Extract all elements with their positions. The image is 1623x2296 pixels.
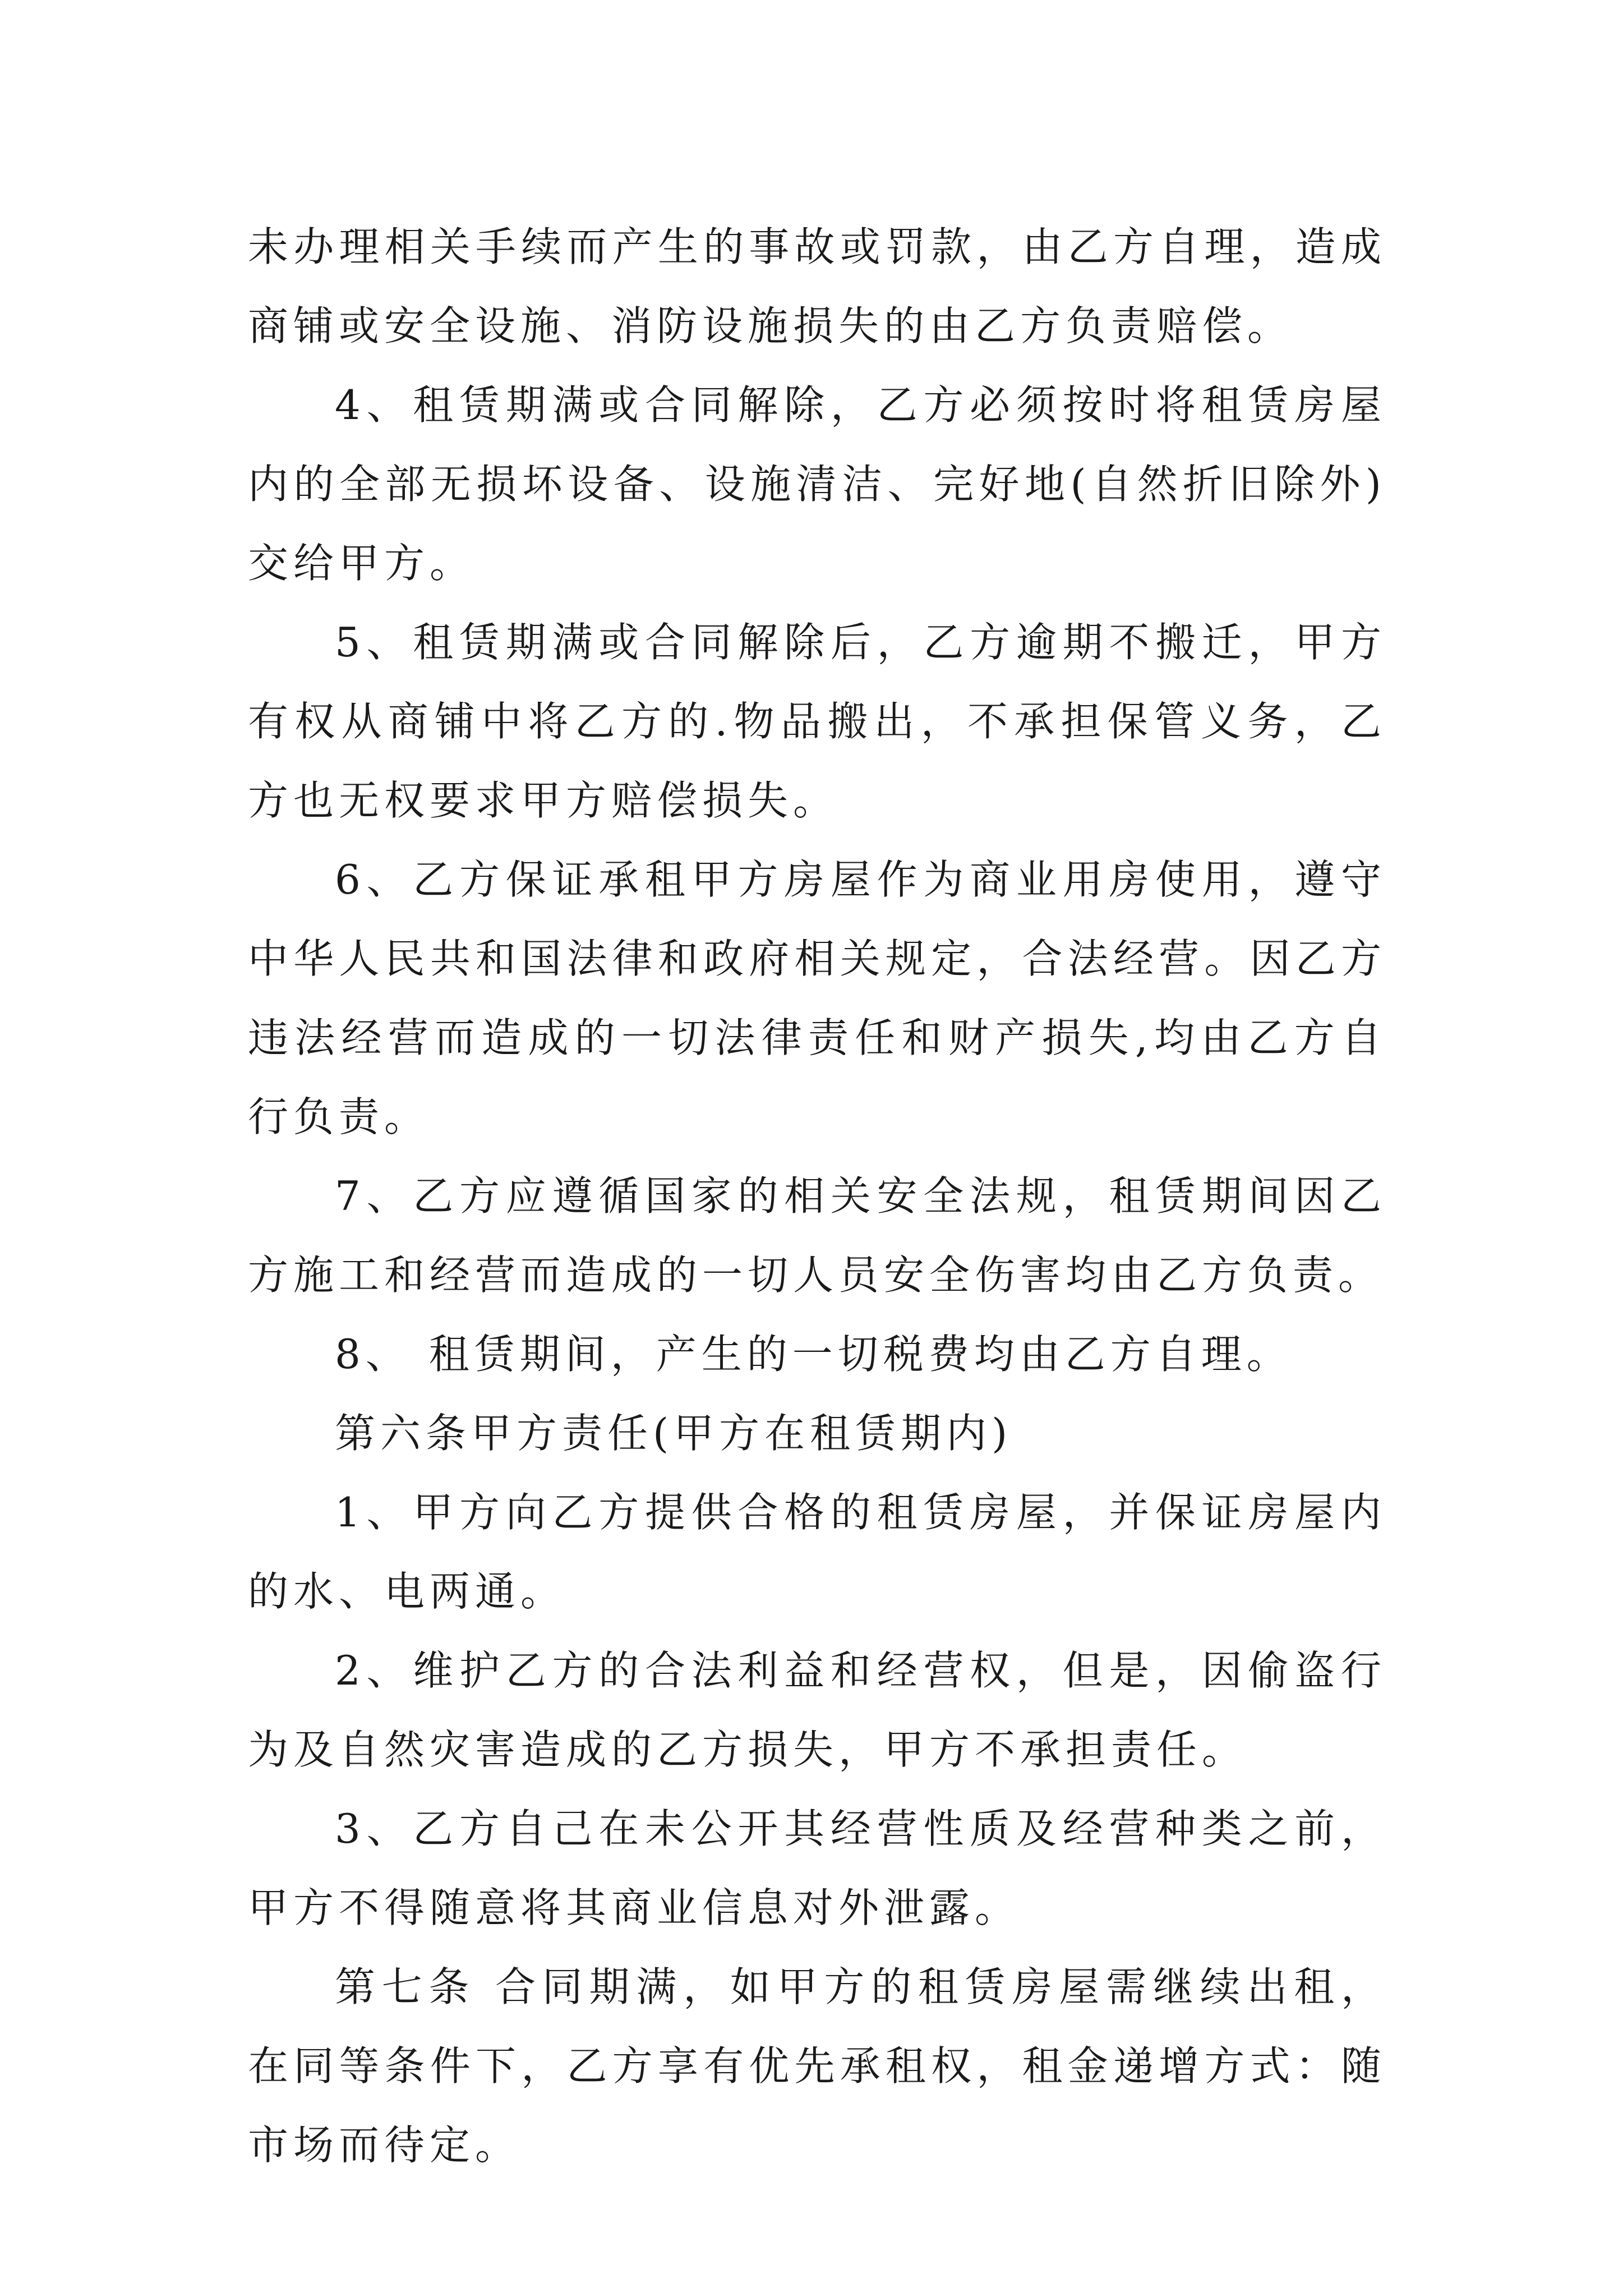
paragraph-item-7: 7、乙方应遵循国家的相关安全法规，租赁期间因乙方施工和经营而造成的一切人员安全伤害均由乙方负责。 — [248, 1172, 1386, 1299]
paragraph-article6-item-2: 2、维护乙方的合法利益和经营权，但是，因偷盗行为及自然灾害造成的乙方损失，甲方不承担责任。 — [248, 1647, 1386, 1773]
paragraph-article6-item-3: 3、乙方自己在未公开其经营性质及经营种类之前，甲方不得随意将其商业信息对外泄露。 — [248, 1805, 1386, 1931]
paragraph-item-8: 8、 租赁期间，产生的一切税费均由乙方自理。 — [335, 1331, 1292, 1378]
paragraph-item-4: 4、租赁期满或合同解除，乙方必须按时将租赁房屋内的全部无损坏设备、设施清洁、完好地(自然折旧除外)交给甲方。 — [248, 381, 1386, 587]
document-body — [248, 208, 1386, 2185]
paragraph-continuation: 未办理相关手续而产生的事故或罚款，由乙方自理，造成商铺或安全设施、消防设施损失的由乙方负责赔偿。 — [248, 223, 1386, 349]
paragraph-article6-item-1: 1、甲方向乙方提供合格的租赁房屋，并保证房屋内的水、电两通。 — [248, 1489, 1386, 1615]
paragraph-item-5: 5、租赁期满或合同解除后，乙方逾期不搬迁，甲方有权从商铺中将乙方的.物品搬出，不承担保管义务，乙方也无权要求甲方赔偿损失。 — [248, 619, 1386, 824]
paragraph-article-7: 第七条 合同期满，如甲方的租赁房屋需继续出租，在同等条件下，乙方享有优先承租权，租金递增方式：随市场而待定。 — [248, 1963, 1386, 2169]
section-heading-article-6: 第六条甲方责任(甲方在租赁期内) — [335, 1410, 1013, 1457]
paragraph-item-6: 6、乙方保证承租甲方房屋作为商业用房使用，遵守中华人民共和国法律和政府相关规定，合法经营。因乙方违法经营而造成的一切法律责任和财产损失,均由乙方自行负责。 — [248, 856, 1386, 1140]
